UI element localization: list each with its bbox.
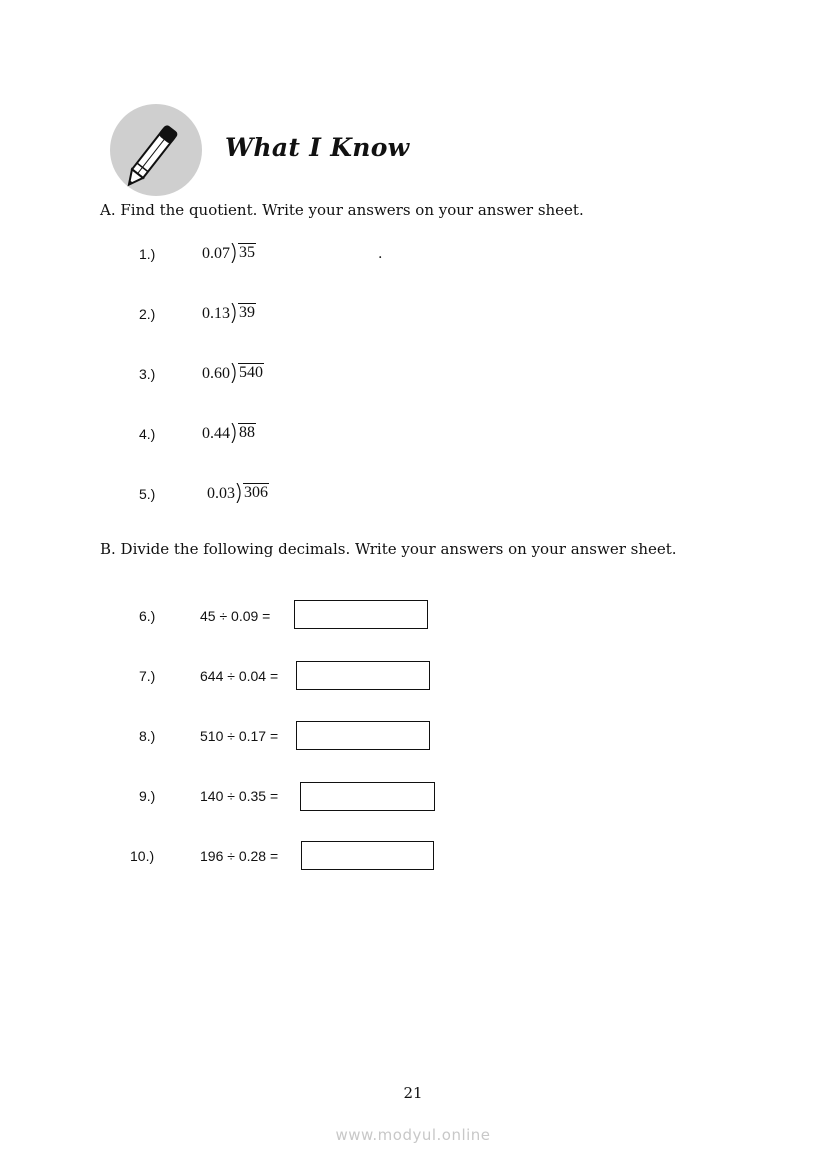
item-number: 1.) [139,246,156,262]
item-number: 4.) [139,426,156,442]
division-expression: 644 ÷ 0.04 = [200,668,279,684]
answer-box[interactable] [301,841,434,870]
long-division-problem [202,303,256,324]
long-division-problem [207,483,269,504]
division-bracket-icon [231,423,238,443]
page-number: 21 [403,1084,423,1102]
division-expression: 140 ÷ 0.35 = [200,788,279,804]
divisor: 0.03 [207,485,235,502]
division-bracket-icon [236,483,243,503]
divisor: 0.13 [202,305,230,322]
divisor: 0.07 [202,245,230,262]
answer-box[interactable] [300,782,435,811]
pencil-icon [110,104,202,196]
long-division-problem [202,363,264,384]
division-expression: 196 ÷ 0.28 = [200,848,279,864]
page-title: What I Know [225,133,410,162]
dividend: 306 [244,484,268,501]
division-expression: 45 ÷ 0.09 = [200,608,271,624]
dividend: 39 [239,304,255,321]
dividend: 540 [239,364,263,381]
item-number: 3.) [139,366,156,382]
item-number: 2.) [139,306,156,322]
answer-box[interactable] [296,661,430,690]
dividend: 88 [239,424,255,441]
division-expression: 510 ÷ 0.17 = [200,728,279,744]
division-bracket-icon [231,303,238,323]
long-division-problem [202,243,256,264]
dividend: 35 [239,244,255,261]
item-number: 7.) [139,668,156,684]
division-bracket-icon [231,363,238,383]
item-number: 9.) [139,788,156,804]
answer-box[interactable] [294,600,428,629]
item-number: 6.) [139,608,156,624]
stray-mark: . [378,246,383,262]
watermark: www.modyul.online [335,1126,491,1144]
divisor: 0.60 [202,365,230,382]
section-badge [110,104,202,196]
section-b-instruction: B. Divide the following decimals. Write your answers on your answer sheet. [100,540,677,558]
item-number: 5.) [139,486,156,502]
division-bracket-icon [231,243,238,263]
answer-box[interactable] [296,721,430,750]
section-a-instruction: A. Find the quotient. Write your answers on your answer sheet. [100,201,584,219]
item-number: 8.) [139,728,156,744]
divisor: 0.44 [202,425,230,442]
long-division-problem [202,423,256,444]
item-number: 10.) [130,848,155,864]
